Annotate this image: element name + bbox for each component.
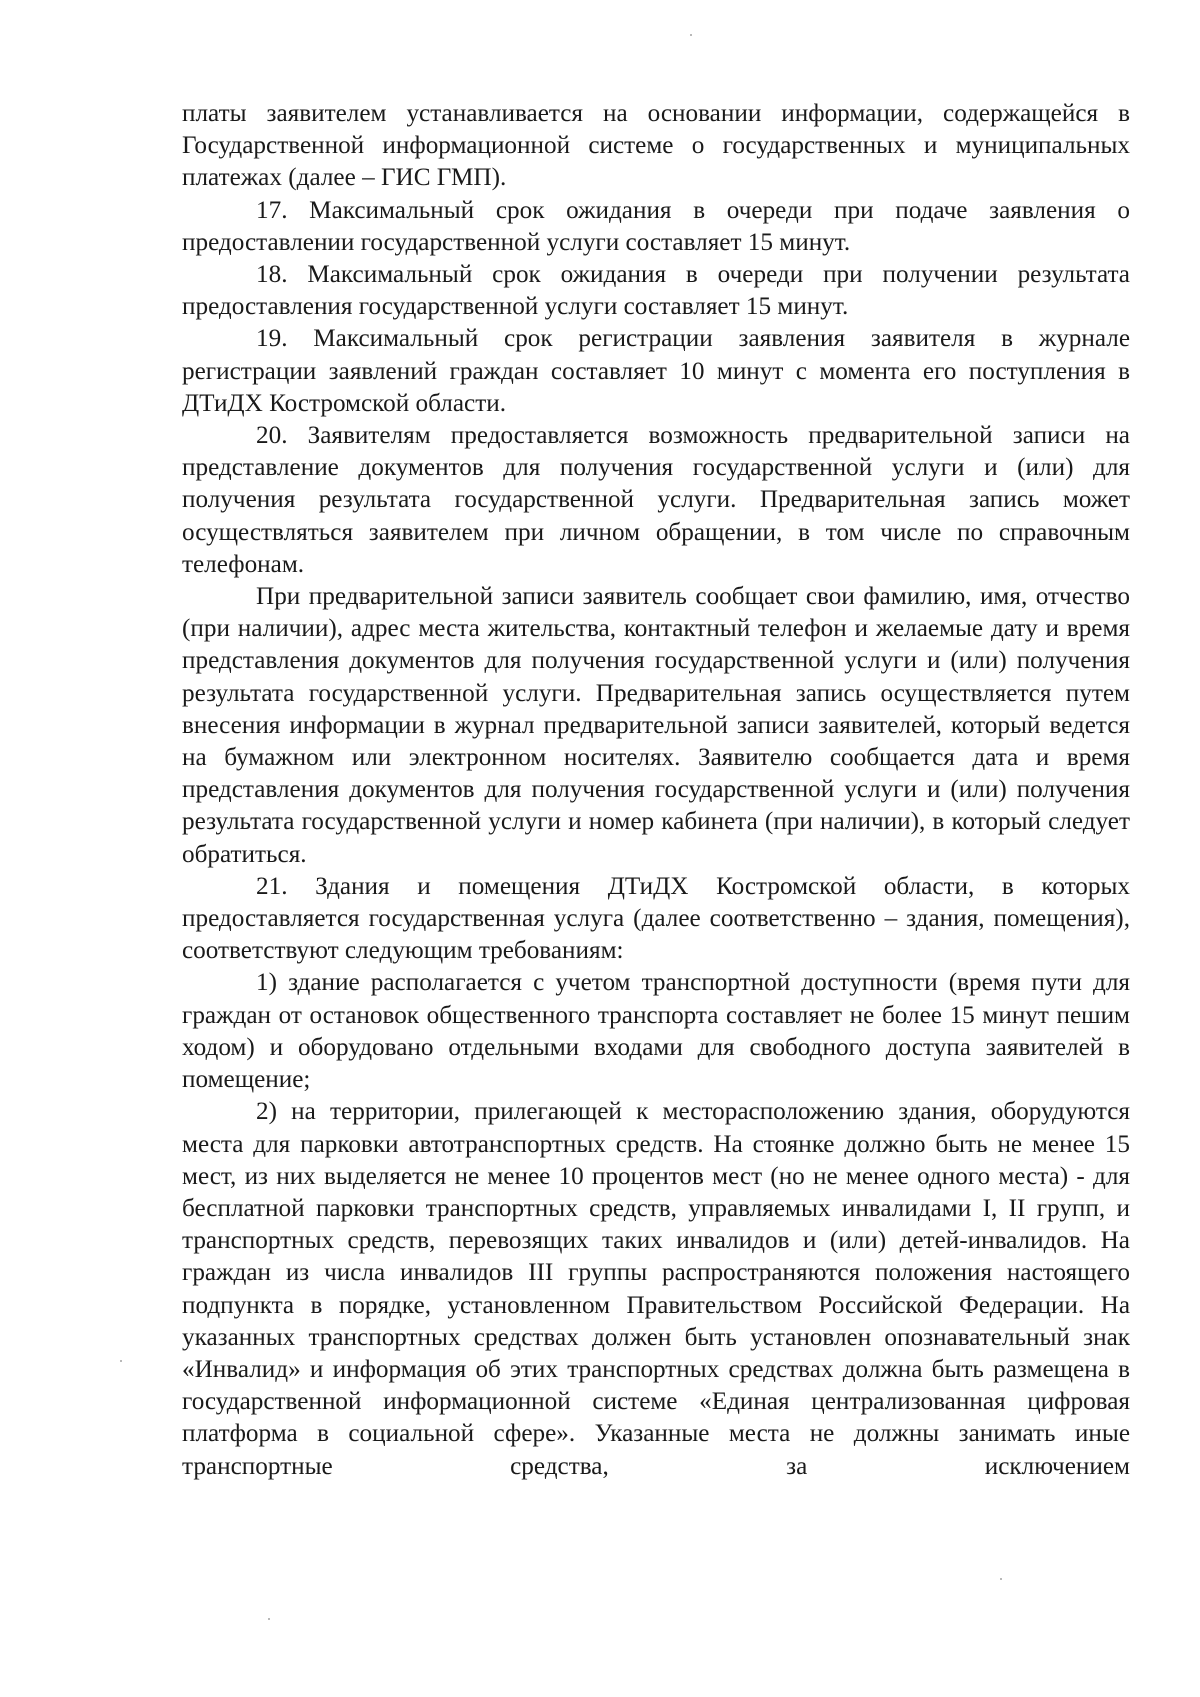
paragraph-pre-registration: При предварительной записи заявитель сообщает свои фамилию, имя, отчество (при наличии), адрес места жительства, контактный телефон и желаемые дату и время представления документов для получения государственной услуги и (или) получения результата государственной услуги. Предварительная запись осуществляется путем внесения информации в журнал предварительной записи заявителей, который ведется на бумажном или электронном носителях. Заявителю сообщается дата и время представления документов для получения государственной услуги и (или) получения результата государственной услуги и номер кабинета (при наличии), в который следует обратиться. xyxy=(182,583,1130,868)
scan-speck xyxy=(120,1360,122,1362)
scan-speck xyxy=(1000,1578,1002,1580)
paragraph-20: 20. Заявителям предоставляется возможность предварительной записи на представление документов для получения государственной услуги и (или) для получения результата государственной услуги. Предварительная запись может осуществляться заявителем при личном обращении, в том числе по справочным телефонам. xyxy=(182,422,1130,578)
paragraph-18: 18. Максимальный срок ожидания в очереди при получении результата предоставления государственной услуги составляет 15 минут. xyxy=(182,261,1130,321)
list-item-2: 2) на территории, прилегающей к месторасположению здания, оборудуются места для парковки автотранспортных средств. На стоянке должно быть не менее 15 мест, из них выделяется не менее 10 процентов мест (но не менее одного места) - для бесплатной парковки транспортных средств, управляемых инвалидами I, II групп, и транспортных средств, перевозящих таких инвалидов и (или) детей-инвалидов. На граждан из числа инвалидов III группы распространяются положения настоящего подпункта в порядке, установленном Правительством Российской Федерации. На указанных транспортных средствах должен быть установлен опознавательный знак «Инвалид» и информация об этих транспортных средствах должна быть размещена в государственной информационной системе «Единая централизованная цифровая платформа в социальной сфере». Указанные места не должны занимать иные транспортные средства, за исключением xyxy=(182,1098,1130,1480)
paragraph-continuation: платы заявителем устанавливается на основании информации, содержащейся в Государственной информационной системе о государственных и муниципальных платежах (далее – ГИС ГМП). xyxy=(182,100,1130,192)
document-page xyxy=(182,98,1130,1483)
scan-speck xyxy=(690,34,692,36)
scan-speck xyxy=(268,1618,270,1620)
list-item-1: 1) здание располагается с учетом транспортной доступности (время пути для граждан от остановок общественного транспорта составляет не более 15 минут пешим ходом) и оборудовано отдельными входами для свободного доступа заявителей в помещение; xyxy=(182,969,1130,1094)
paragraph-21: 21. Здания и помещения ДТиДХ Костромской области, в которых предоставляется государственная услуга (далее соответственно – здания, помещения), соответствуют следующим требованиям: xyxy=(182,872,1130,965)
paragraph-19: 19. Максимальный срок регистрации заявления заявителя в журнале регистрации заявлений граждан составляет 10 минут с момента его поступления в ДТиДХ Костромской области. xyxy=(182,325,1130,417)
paragraph-17: 17. Максимальный срок ожидания в очереди при подаче заявления о предоставлении государственной услуги составляет 15 минут. xyxy=(182,196,1130,256)
